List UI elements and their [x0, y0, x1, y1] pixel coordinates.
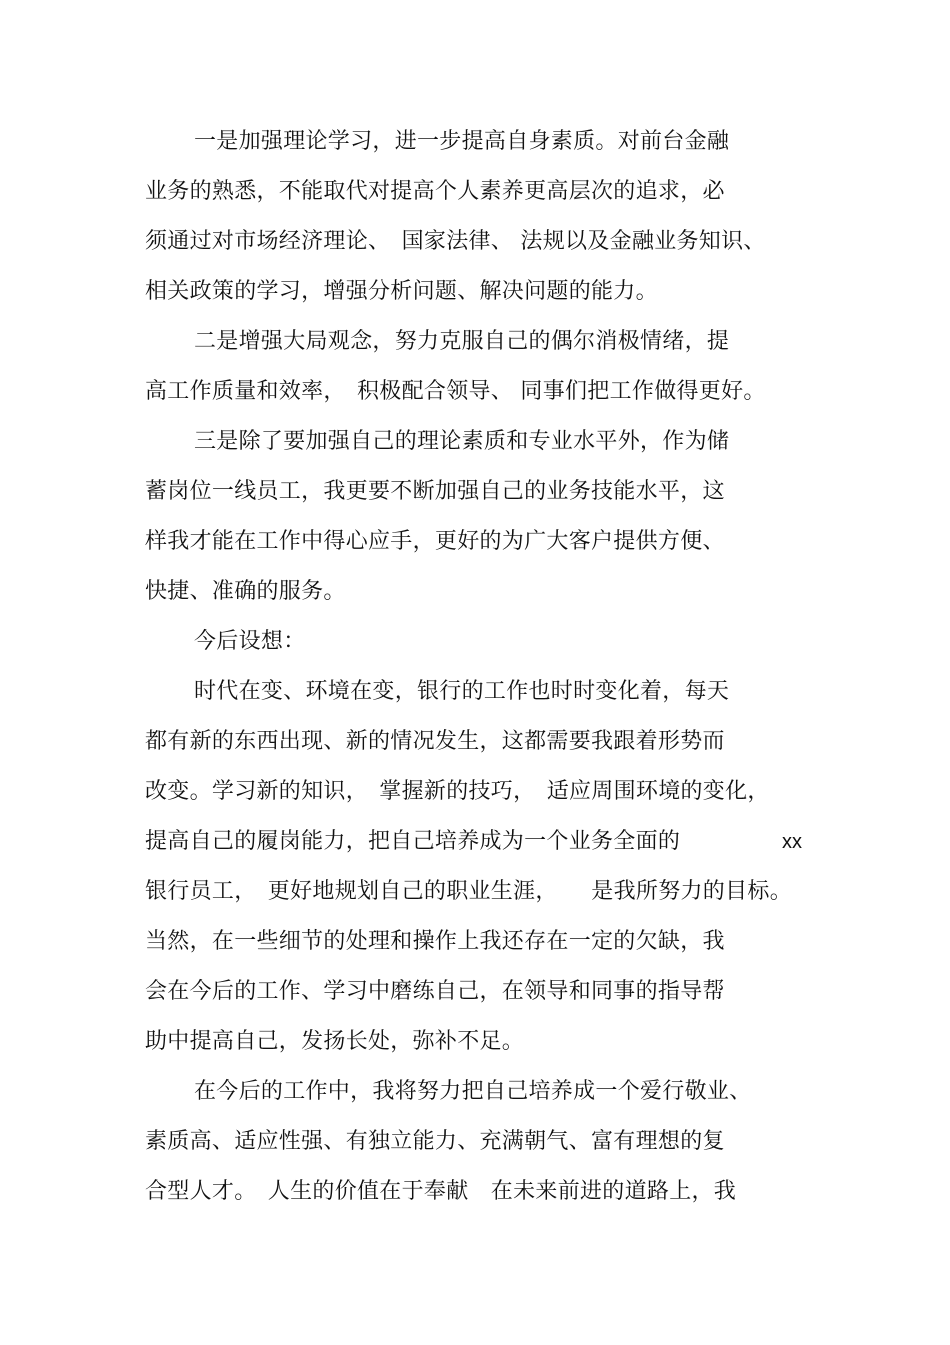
text-line: 提高自己的履岗能力，把自己培养成为一个业务全面的 — [145, 829, 681, 854]
text-line: 一是加强理论学习，进一步提高自身素质。对前台金融 — [194, 129, 730, 154]
text-line: 三是除了要加强自己的理论素质和专业水平外，作为储 — [194, 429, 730, 454]
text-line: 高工作质量和效率， 积极配合领导、 同事们把工作做得更好。 — [145, 379, 766, 404]
text-line: 当然，在一些细节的处理和操作上我还存在一定的欠缺，我 — [145, 929, 725, 954]
text-line: 须通过对市场经济理论、 国家法律、 法规以及金融业务知识、 — [145, 229, 766, 254]
text-line: 相关政策的学习，增强分析问题、解决问题的能力。 — [145, 279, 658, 304]
placeholder-mark: xx — [782, 831, 802, 853]
section-heading: 今后设想： — [194, 629, 306, 654]
text-line: 在今后的工作中，我将努力把自己培养成一个爱行敬业、 — [194, 1079, 752, 1104]
text-line: 业务的熟悉，不能取代对提高个人素养更高层次的追求，必 — [145, 179, 725, 204]
text-line: 蓄岗位一线员工，我更要不断加强自己的业务技能水平，这 — [145, 479, 725, 504]
text-line: 银行员工， 更好地规划自己的职业生涯， 是我所努力的目标。 — [145, 879, 793, 904]
text-line: 会在今后的工作、学习中磨练自己，在领导和同事的指导帮 — [145, 979, 725, 1004]
text-line: 合型人才。 人生的价值在于奉献 在未来前进的道路上，我 — [145, 1179, 737, 1204]
text-line: 时代在变、环境在变，银行的工作也时时变化着，每天 — [194, 679, 730, 704]
text-line: 二是增强大局观念，努力克服自己的偶尔消极情绪，提 — [194, 329, 730, 354]
text-line: 都有新的东西出现、新的情况发生，这都需要我跟着形势而 — [145, 729, 725, 754]
text-line: 改变。学习新的知识， 掌握新的技巧， 适应周围环境的变化， — [145, 779, 770, 804]
text-line: 助中提高自己，发扬长处，弥补不足。 — [145, 1029, 525, 1054]
text-line: 素质高、适应性强、有独立能力、充满朝气、富有理想的复 — [145, 1129, 725, 1154]
text-line: 样我才能在工作中得心应手，更好的为广大客户提供方便、 — [145, 529, 725, 554]
text-line: 快捷、准确的服务。 — [145, 579, 346, 604]
